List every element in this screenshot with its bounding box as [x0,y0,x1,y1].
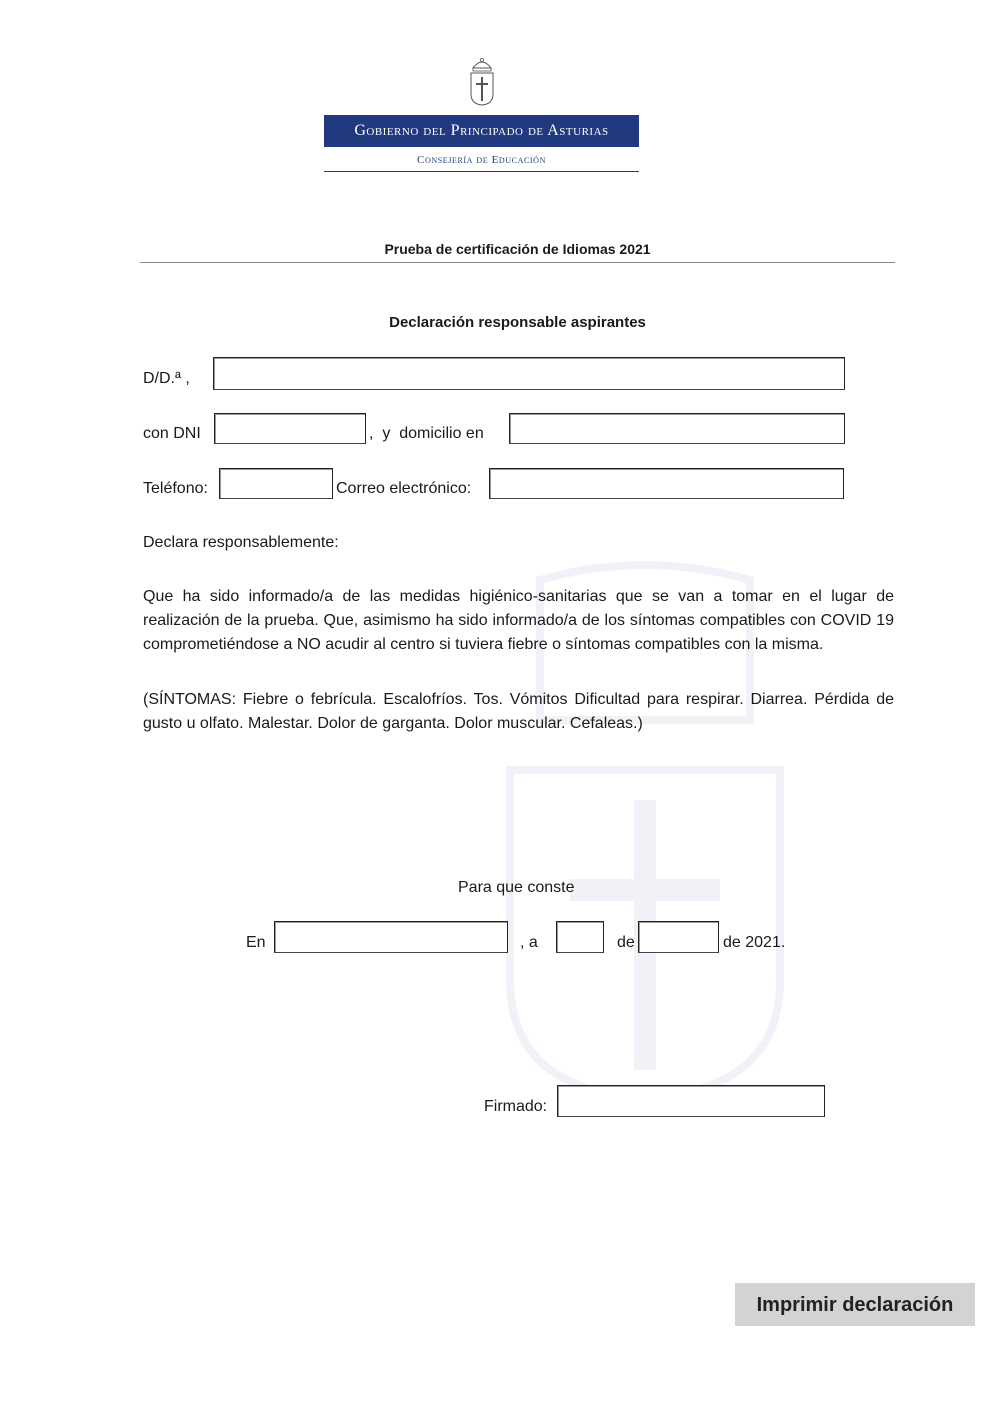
department-name: Consejería de Educación [324,151,639,172]
signature-input[interactable] [557,1085,825,1117]
name-input[interactable] [213,357,845,390]
email-input[interactable] [489,468,844,499]
de-label: de [617,934,635,951]
government-banner: Gobierno del Principado de Asturias [324,115,639,147]
year-label: de 2021. [723,934,786,951]
phone-label: Teléfono: [143,480,208,497]
en-label: En [246,934,266,951]
print-declaration-button[interactable]: Imprimir declaración [735,1283,975,1326]
month-input[interactable] [638,921,719,953]
address-label: , y domicilio en [369,425,484,442]
email-label: Correo electrónico: [336,480,472,497]
declaration-body: Que ha sido informado/a de las medidas higiénico-sanitarias que se van a tomar en el lugar de realización de la prueba. Que, asimismo ha sido informado/a de los síntomas compatibles con COVID 19 comprometiéndose a NO acudir al centro si tuviera fiebre o síntomas compatibles con la misma. [143,588,894,653]
signed-label: Firmado: [484,1098,548,1115]
declares-label: Declara responsablemente: [143,534,339,551]
declaration-title: Declaración responsable aspirantes [389,314,646,331]
dni-input[interactable] [214,413,366,444]
phone-input[interactable] [219,468,333,499]
place-input[interactable] [274,921,508,953]
coat-of-arms-icon [468,56,496,106]
day-input[interactable] [556,921,604,953]
symptoms-text: (SÍNTOMAS: Fiebre o febrícula. Escalofríos. Tos. Vómitos Dificultad para respirar. Diarrea. Pérdida de gusto u olfato. Malestar. Dolor de garganta. Dolor muscular. Cefaleas.) [143,691,894,732]
a-label: , a [520,934,538,951]
dni-label: con DNI [143,425,201,442]
para-que-conste-text: Para que conste [458,879,575,896]
name-label: D/D.ª , [143,370,190,387]
address-input[interactable] [509,413,845,444]
exam-title: Prueba de certificación de Idiomas 2021 [140,238,895,263]
